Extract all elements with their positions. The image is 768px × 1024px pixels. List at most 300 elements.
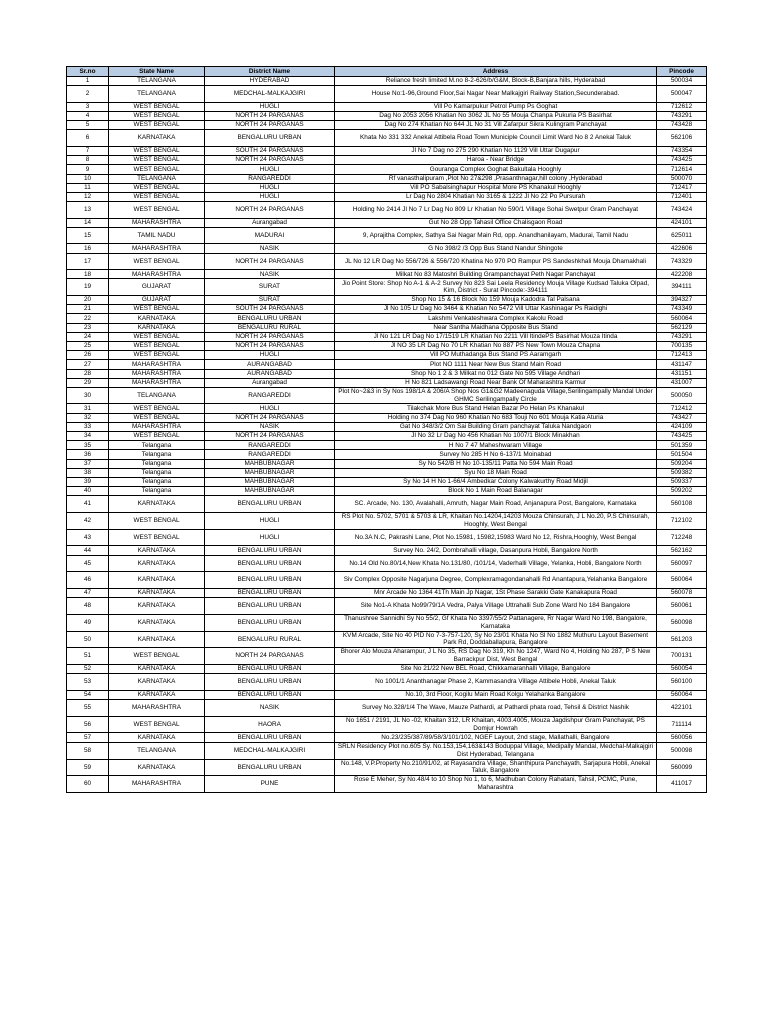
cell-state-name: TELANGANA [109,174,205,183]
cell-pincode: 743425 [657,156,707,165]
cell-srno: 5 [67,121,109,130]
cell-pincode: 743291 [657,111,707,120]
cell-srno: 57 [67,733,109,743]
cell-srno: 49 [67,614,109,631]
table-row [67,305,707,314]
cell-pincode: 501504 [657,450,707,459]
cell-pincode: 560108 [657,496,707,513]
cell-district-name: MAHBUBNAGAR [205,459,335,468]
table-row [67,776,707,793]
cell-district-name: MEDCHAL-MALKAJGIRI [205,742,335,759]
table-row [67,102,707,111]
cell-district-name: BENGALURU URBAN [205,572,335,589]
cell-address: Plot No~2&3 in Sy Nos 198/1A & 206/A Shop Nos G1&G2 Madeenaguda Village,Serilingampally Mandal Under GHMC Serilingampally Circle [335,387,657,404]
cell-srno: 34 [67,432,109,441]
cell-district-name: NASIK [205,244,335,253]
cell-address: Jl No 121 LR Dag No 17/1519 LR Khatian No 2211 Vill ItindePS Basirhat Mouza Itinda [335,332,657,341]
cell-pincode: 424109 [657,422,707,431]
cell-district-name: BENGALURU URBAN [205,555,335,572]
cell-state-name: MAHARASHTRA [109,270,205,279]
table-row [67,121,707,130]
cell-address: No.10, 3rd Floor, Kogilu Main Road Kolgu Yelahanka Bangalore [335,690,657,700]
cell-srno: 14 [67,218,109,227]
cell-district-name: PUNE [205,776,335,793]
cell-srno: 56 [67,716,109,733]
cell-pincode: 509382 [657,468,707,477]
table-row [67,314,707,323]
cell-district-name: SURAT [205,296,335,305]
cell-pincode: 560100 [657,674,707,691]
table-row [67,156,707,165]
cell-state-name: Telangana [109,441,205,450]
table-row [67,733,707,743]
cell-state-name: MAHARASHTRA [109,422,205,431]
table-row [67,759,707,776]
cell-state-name: MAHARASHTRA [109,378,205,387]
cell-district-name: NORTH 24 PARGANAS [205,111,335,120]
cell-address: Jl NO 35 LR Dag No 70 LR Khatian No 887 PS New Town Mouza Chapna [335,341,657,350]
cell-address: Rf vanasthalipuram ,Plot No 27&298 ,Prasanthnagar,hill colony ,Hyderabad [335,174,657,183]
cell-pincode: 411017 [657,776,707,793]
table-row [67,387,707,404]
cell-address: Vill PO Muthadanga Bus Stand PS Aaramgarh [335,351,657,360]
cell-district-name: SURAT [205,279,335,296]
cell-srno: 8 [67,156,109,165]
cell-srno: 44 [67,546,109,556]
cell-srno: 45 [67,555,109,572]
cell-district-name: NORTH 24 PARGANAS [205,156,335,165]
cell-pincode: 431147 [657,360,707,369]
cell-pincode: 743329 [657,253,707,270]
table-row [67,648,707,665]
cell-srno: 15 [67,227,109,244]
cell-address: Site No1-A Khata No99/79/1A Vedra, Palya Village Uttrahalli Sub Zone Ward No 184 Bangalore [335,598,657,615]
cell-district-name: NORTH 24 PARGANAS [205,121,335,130]
table-row [67,296,707,305]
cell-pincode: 712614 [657,165,707,174]
cell-pincode: 509204 [657,459,707,468]
cell-state-name: KARNATAKA [109,588,205,598]
table-row [67,631,707,648]
cell-pincode: 422208 [657,270,707,279]
cell-address: Block No 1 Main Road Balanagar [335,487,657,496]
cell-state-name: TELANGANA [109,77,205,86]
cell-district-name: HUGLI [205,404,335,413]
cell-address: RS Plot No. 5702, 5701 & 5703 & LR, Khaitan No.14204,14203 Mouza Chinsurah, J L No.20, P.S Chinsurah, Hooghly, West Bengal [335,512,657,529]
cell-state-name: WEST BENGAL [109,202,205,219]
table-row [67,664,707,674]
cell-address: Shop No 15 & 16 Block No 159 Mouja Kadodra Tal Palsana [335,296,657,305]
cell-state-name: MAHARASHTRA [109,360,205,369]
header-row [67,67,707,77]
cell-pincode: 501359 [657,441,707,450]
table-row [67,378,707,387]
cell-district-name: BENGALURU URBAN [205,664,335,674]
cell-state-name: MAHARASHTRA [109,700,205,717]
store-list-table [66,66,707,793]
table-row [67,165,707,174]
table-row [67,77,707,86]
cell-state-name: WEST BENGAL [109,512,205,529]
cell-pincode: 562129 [657,323,707,332]
cell-srno: 21 [67,305,109,314]
cell-pincode: 560098 [657,614,707,631]
cell-state-name: WEST BENGAL [109,146,205,155]
cell-pincode: 561203 [657,631,707,648]
cell-srno: 30 [67,387,109,404]
cell-srno: 16 [67,244,109,253]
cell-srno: 36 [67,450,109,459]
cell-address: H No 7 47 Maheshwaram Village [335,441,657,450]
cell-address: Thanushree Sannidhi Sy No 55/2, Gf Khata No 3397/55/2 Pattanagere, Rr Nagar Ward No 198, Bangalore, Karnataka [335,614,657,631]
cell-pincode: 560054 [657,664,707,674]
cell-address: Survey No. 24/2, Dombrahalli village, Dasanpura Hobli, Bangalore North [335,546,657,556]
cell-pincode: 394111 [657,279,707,296]
table-row [67,369,707,378]
cell-srno: 39 [67,477,109,486]
cell-address: No 1651 / 2191, JL No -02, Khaitan 312, LR Khaitan, 4003.4005, Mouza Jagdishpur Gram Panchayat, PS Domjur Howrah [335,716,657,733]
cell-pincode: 560061 [657,598,707,615]
cell-srno: 41 [67,496,109,513]
cell-state-name: KARNATAKA [109,314,205,323]
table-row [67,555,707,572]
cell-district-name: RANGAREDDI [205,387,335,404]
table-row [67,572,707,589]
header-address: Address [335,67,657,77]
cell-pincode: 743354 [657,146,707,155]
cell-srno: 35 [67,441,109,450]
cell-state-name: KARNATAKA [109,598,205,615]
cell-address: Jl No 7 Dag no 275 290 Khatian No 1129 Vill Uttar Dugapur [335,146,657,155]
cell-address: Holding no 374 Dag No 960 Khatian No 683 Touji No 601 Mouja Katia Aturia [335,413,657,422]
cell-srno: 4 [67,111,109,120]
cell-district-name: SOUTH 24 PARGANAS [205,305,335,314]
header-state-name: State Name [109,67,205,77]
cell-state-name: GUJARAT [109,279,205,296]
cell-srno: 43 [67,529,109,546]
cell-district-name: Aurangabad [205,378,335,387]
cell-district-name: BENGALURU URBAN [205,588,335,598]
cell-address: Jl No 32 Lr Dag No 456 Khatian No 1007/1 Block Minakhan [335,432,657,441]
cell-pincode: 500034 [657,77,707,86]
header-pincode: Pincode [657,67,707,77]
cell-address: House No:1-96,Ground Floor,Sai Nagar Near Malkajgiri Railway Station,Secunderabad. [335,86,657,103]
cell-pincode: 394327 [657,296,707,305]
table-row [67,432,707,441]
cell-district-name: BENGALURU URBAN [205,496,335,513]
table-row [67,742,707,759]
cell-srno: 31 [67,404,109,413]
cell-state-name: KARNATAKA [109,631,205,648]
cell-srno: 47 [67,588,109,598]
cell-state-name: KARNATAKA [109,555,205,572]
cell-pincode: 509337 [657,477,707,486]
table-row [67,700,707,717]
cell-address: Gat No 348/3/2 Om Sai Building Gram panchayat Taluka Nandgaon [335,422,657,431]
cell-pincode: 560097 [657,555,707,572]
cell-state-name: KARNATAKA [109,690,205,700]
cell-pincode: 500098 [657,742,707,759]
cell-district-name: NORTH 24 PARGANAS [205,202,335,219]
cell-srno: 48 [67,598,109,615]
table-row [67,614,707,631]
table-row [67,468,707,477]
cell-pincode: 712417 [657,183,707,192]
cell-state-name: Telangana [109,468,205,477]
cell-address: Survey No.328/1/4 The Wave, Mauze Pathardi, at Pathardi phata road, Tehsil & District Nashik [335,700,657,717]
cell-address: No 1001/1 Ananthanagar Phase 2, Kammasandra Village Attibele Hobli, Anekal Taluk [335,674,657,691]
cell-srno: 9 [67,165,109,174]
cell-srno: 26 [67,351,109,360]
cell-district-name: HUGLI [205,192,335,201]
cell-state-name: WEST BENGAL [109,413,205,422]
cell-srno: 37 [67,459,109,468]
cell-srno: 52 [67,664,109,674]
cell-district-name: HUGLI [205,351,335,360]
cell-address: Near Santha Maidhana Opposite Bus Stand [335,323,657,332]
cell-address: Vill PO Sabalsinghapur Hospital More PS Khanakul Hooghly [335,183,657,192]
table-row [67,360,707,369]
table-row [67,279,707,296]
cell-district-name: HUGLI [205,165,335,174]
cell-district-name: BENGALURU URBAN [205,130,335,147]
cell-address: Jl No 105 Lr Dag No 3464 & Khatian No 5472 Vill Uttar Kashinagar Ps Raidighi [335,305,657,314]
cell-state-name: WEST BENGAL [109,156,205,165]
table-row [67,86,707,103]
cell-district-name: BENGALURU RURAL [205,631,335,648]
cell-address: Reliance fresh limited M.no 8-2-626/b/G&M, Block-B,Banjara hills, Hyderabad [335,77,657,86]
cell-pincode: 422606 [657,244,707,253]
table-row [67,253,707,270]
cell-pincode: 700131 [657,648,707,665]
table-row [67,227,707,244]
table-row [67,323,707,332]
cell-pincode: 712413 [657,351,707,360]
cell-district-name: NORTH 24 PARGANAS [205,341,335,350]
table-row [67,183,707,192]
cell-address: Site No 21/22 New BEL Road, Chikkamaranhalli Village, Bangalore [335,664,657,674]
cell-srno: 59 [67,759,109,776]
cell-state-name: KARNATAKA [109,572,205,589]
cell-address: Dag No 2053 2056 Khatian No 3062 JL No 55 Mouja Chanpa Pukuria PS Basirhat [335,111,657,120]
cell-address: Sy No 14 H No 1-66/4 Ambedkar Colony Kalwakurthy Road Midjil [335,477,657,486]
cell-pincode: 712612 [657,102,707,111]
cell-pincode: 700135 [657,341,707,350]
cell-address: Rose E Meher, Sy No.48/4 to 10 Shop No 1, to 6, Madhuban Colony Rahatani, Tahsil, PCMC, Pune, Maharashtra [335,776,657,793]
cell-district-name: RANGAREDDI [205,441,335,450]
cell-pincode: 560056 [657,733,707,743]
cell-pincode: 509202 [657,487,707,496]
cell-address: Vill Po Kamarpukur Petrol Pump Ps Goghat [335,102,657,111]
cell-srno: 18 [67,270,109,279]
cell-srno: 13 [67,202,109,219]
cell-district-name: BENGALURU URBAN [205,733,335,743]
cell-district-name: BENGALURU URBAN [205,614,335,631]
cell-pincode: 560099 [657,759,707,776]
table-row [67,270,707,279]
cell-address: Shop No 1 2 & 3 Milkat no 012 Gate No 595 Village Andhari [335,369,657,378]
cell-district-name: MAHBUBNAGAR [205,468,335,477]
cell-address: Syu No 18 Main Road [335,468,657,477]
cell-district-name: NORTH 24 PARGANAS [205,432,335,441]
table-row [67,450,707,459]
cell-srno: 23 [67,323,109,332]
table-row [67,546,707,556]
cell-state-name: MAHARASHTRA [109,218,205,227]
cell-address: H No 821 Ladsawangi Road Near Bank Of Maharashtra Karmur [335,378,657,387]
cell-state-name: TELANGANA [109,742,205,759]
cell-state-name: KARNATAKA [109,733,205,743]
cell-pincode: 743428 [657,121,707,130]
cell-address: Lr Dag No 2804 Khatian No 3165 & 1222 Jl No 22 Po Pursurah [335,192,657,201]
cell-address: Gouranga Complex Goghat Bakultala Hooghly [335,165,657,174]
table-row [67,422,707,431]
cell-address: No.23/235/387/89/58/3/101/102, NGEF Layout, 2nd stage, Mallathalli, Bangalore [335,733,657,743]
cell-address: Mnr Arcade No 1364 41Th Main Jp Nagar, 1St Phase Sarakki Gate Kanakapura Road [335,588,657,598]
cell-state-name: MAHARASHTRA [109,244,205,253]
table-row [67,111,707,120]
table-row [67,146,707,155]
cell-srno: 19 [67,279,109,296]
cell-pincode: 560078 [657,588,707,598]
cell-state-name: KARNATAKA [109,130,205,147]
table-row [67,192,707,201]
cell-srno: 20 [67,296,109,305]
table-body [67,77,707,793]
cell-state-name: WEST BENGAL [109,305,205,314]
table-row [67,690,707,700]
cell-address: Siv Complex Opposite Nagarjuna Degree, Complexramagondanahalli Rd Anantapura,Yelahanka Bangalore [335,572,657,589]
cell-district-name: BENGALURU URBAN [205,674,335,691]
cell-address: Milkat No 83 Matoshri Building Grampanchayat Peth Nagar Panchayat [335,270,657,279]
cell-srno: 2 [67,86,109,103]
cell-srno: 42 [67,512,109,529]
cell-district-name: NASIK [205,270,335,279]
cell-state-name: MAHARASHTRA [109,776,205,793]
cell-state-name: TELANGANA [109,86,205,103]
cell-state-name: MAHARASHTRA [109,369,205,378]
cell-srno: 12 [67,192,109,201]
cell-district-name: BENGALURU RURAL [205,323,335,332]
cell-state-name: WEST BENGAL [109,404,205,413]
table-row [67,244,707,253]
cell-state-name: WEST BENGAL [109,332,205,341]
cell-srno: 38 [67,468,109,477]
table-row [67,130,707,147]
cell-district-name: NORTH 24 PARGANAS [205,413,335,422]
cell-district-name: HYDERABAD [205,77,335,86]
cell-address: Haroa - Near Bridge [335,156,657,165]
cell-district-name: AURANGABAD [205,369,335,378]
cell-address: G No 398/2 /3 Opp Bus Stand Nandur Shingote [335,244,657,253]
cell-srno: 51 [67,648,109,665]
cell-pincode: 712248 [657,529,707,546]
cell-district-name: MAHBUBNAGAR [205,487,335,496]
table-row [67,487,707,496]
cell-address: No.3A N.C, Pakrashi Lane, Plot No.15981, 15982,15983 Ward No 12, Rishra,Hooghly, West Bengal [335,529,657,546]
cell-srno: 40 [67,487,109,496]
cell-pincode: 431151 [657,369,707,378]
table-row [67,202,707,219]
cell-district-name: Aurangabad [205,218,335,227]
cell-district-name: MEDCHAL-MALKAJGIRI [205,86,335,103]
cell-srno: 33 [67,422,109,431]
cell-srno: 32 [67,413,109,422]
cell-district-name: MADURAI [205,227,335,244]
table-row [67,588,707,598]
cell-pincode: 431007 [657,378,707,387]
cell-srno: 54 [67,690,109,700]
cell-address: No.14 Old No.80/14,New Khata No.131/80, /101/14, Vaderhalli Village, Yelanka, Hobli, Bangalore North [335,555,657,572]
cell-srno: 58 [67,742,109,759]
cell-address: Survey No 285 H No 6-137/1 Moinabad [335,450,657,459]
cell-district-name: MAHBUBNAGAR [205,477,335,486]
cell-pincode: 625011 [657,227,707,244]
cell-address: Bhorer Alo Mouza Aharampur, J L No 35, RS Dag No 319, Kh No 1247, Ward No 4, Holding No 287, P S New Barrackpur Dist, West Bengal [335,648,657,665]
cell-state-name: WEST BENGAL [109,192,205,201]
cell-state-name: KARNATAKA [109,546,205,556]
cell-state-name: WEST BENGAL [109,111,205,120]
cell-pincode: 743291 [657,332,707,341]
cell-address: Sy No 542/B H No 10-135/11 Patta No 594 Main Road [335,459,657,468]
cell-srno: 6 [67,130,109,147]
cell-srno: 55 [67,700,109,717]
cell-address: KVM Arcade, Site No 40 PID No 7-3-757-120, Sy No 23/01 Khata No Sl No 1882 Muthuru Layout Basement Park Rd, Doddaballapura, Bangalore [335,631,657,648]
cell-state-name: KARNATAKA [109,759,205,776]
cell-srno: 7 [67,146,109,155]
cell-srno: 28 [67,369,109,378]
cell-state-name: Telangana [109,450,205,459]
cell-pincode: 560064 [657,690,707,700]
cell-pincode: 560064 [657,572,707,589]
table-row [67,441,707,450]
cell-state-name: KARNATAKA [109,496,205,513]
cell-address: Plot NO 1111 Near New Bus Stand Main Road [335,360,657,369]
cell-district-name: SOUTH 24 PARGANAS [205,146,335,155]
cell-address: Khata No 331 332 Anekal Attibela Road Town Municiple Council Limit Ward No 8 2 Anekal Taluk [335,130,657,147]
cell-state-name: WEST BENGAL [109,529,205,546]
cell-srno: 60 [67,776,109,793]
cell-address: Lakshmi Venkateshwara Complex Kakolu Road [335,314,657,323]
table-row [67,341,707,350]
cell-address: Holding No 2414 Jl No 7 Lr Dag No 809 Lr Khatian No 590/1 Village Sohai Swetpur Gram Panchayat [335,202,657,219]
cell-srno: 24 [67,332,109,341]
cell-pincode: 743425 [657,432,707,441]
table-row [67,598,707,615]
cell-srno: 3 [67,102,109,111]
cell-state-name: WEST BENGAL [109,648,205,665]
cell-district-name: BENGALURU URBAN [205,759,335,776]
cell-state-name: WEST BENGAL [109,341,205,350]
cell-district-name: AURANGABAD [205,360,335,369]
cell-district-name: HAORA [205,716,335,733]
cell-district-name: HUGLI [205,529,335,546]
table-row [67,477,707,486]
cell-state-name: WEST BENGAL [109,432,205,441]
cell-state-name: GUJARAT [109,296,205,305]
cell-state-name: WEST BENGAL [109,351,205,360]
table-row [67,174,707,183]
cell-pincode: 712401 [657,192,707,201]
table-row [67,404,707,413]
cell-state-name: KARNATAKA [109,664,205,674]
header-district-name: District Name [205,67,335,77]
table-row [67,716,707,733]
cell-pincode: 422101 [657,700,707,717]
header-srno: Sr.no [67,67,109,77]
cell-state-name: Telangana [109,459,205,468]
cell-state-name: TELANGANA [109,387,205,404]
